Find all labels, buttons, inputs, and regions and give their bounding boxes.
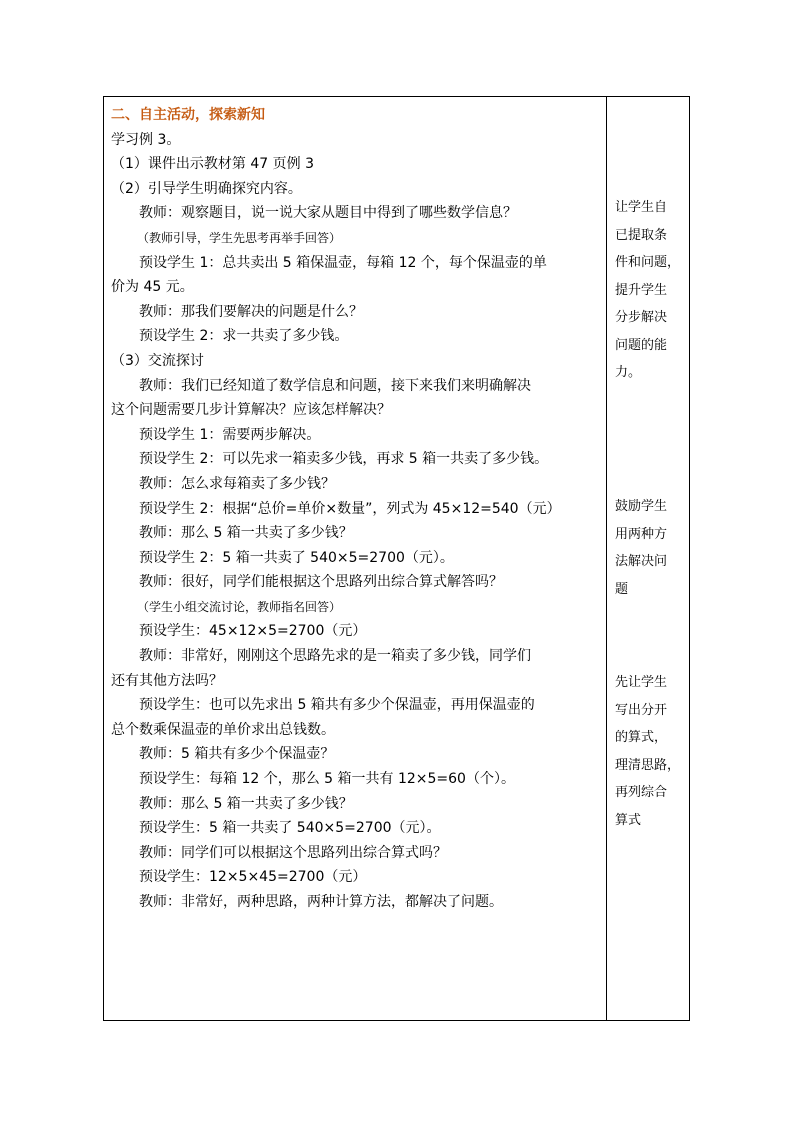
stage-direction: （教师引导，学生先思考再举手回答） [137, 230, 342, 245]
text-line: 教师：很好，同学们能根据这个思路列出综合算式解答吗？ [139, 574, 503, 591]
text-line: （1）课件出示教材第 47 页例 3 [111, 156, 314, 173]
text-line: 预设学生：5 箱一共卖了 540×5=2700（元）。 [139, 820, 441, 837]
note-line: 先让学生 [615, 675, 668, 690]
text-line: 教师：我们已经知道了数学信息和问题，接下来我们来明确解决 [139, 377, 531, 394]
text-line: 教师：观察题目，说一说大家从题目中得到了哪些数学信息？ [139, 205, 517, 222]
note-line: 写出分开 [615, 702, 668, 718]
text-line: 预设学生 2：根据“总价=单价×数量”，列式为 45×12=540（元） [139, 500, 561, 517]
text-line: 预设学生 1：总共卖出 5 箱保温壶，每箱 12 个，每个保温壶的单 [139, 254, 547, 271]
text-line: 教师：那么 5 箱一共卖了多少钱？ [139, 525, 353, 542]
text-line: 这个问题需要几步计算解决？应该怎样解决？ [111, 402, 391, 419]
text-line: 教师：5 箱共有多少个保温壶？ [139, 746, 335, 763]
text-line: 预设学生 2：可以先求一箱卖多少钱，再求 5 箱一共卖了多少钱。 [139, 451, 549, 468]
text-line: 教师：非常好，两种思路，两种计算方法，都解决了问题。 [139, 894, 503, 910]
stage-direction: （学生小组交流讨论，教师指名回答） [137, 599, 342, 614]
text-line: （2）引导学生明确探究内容。 [111, 180, 302, 197]
text-line: 总个数乘保温壶的单价求出总钱数。 [111, 721, 335, 738]
text-line: 教师：那么 5 箱一共卖了多少钱？ [139, 795, 353, 812]
text-line: 预设学生 2：5 箱一共卖了 540×5=2700（元）。 [139, 549, 454, 566]
note-line: 问题的能 [615, 337, 668, 353]
text-line: 教师：那我们要解决的问题是什么？ [139, 303, 363, 320]
note-line: 理清思路， [615, 757, 681, 773]
text-line: 预设学生：也可以先求出 5 箱共有多少个保温壶，再用保温壶的 [139, 697, 535, 714]
design-note-combined-formula [615, 669, 683, 834]
section-heading: 二、自主活动，探索新知 [111, 107, 265, 123]
text-line: 教师：非常好，刚刚这个思路先求的是一箱卖了多少钱，同学们 [139, 648, 531, 665]
text-line: 预设学生：45×12×5=2700（元） [139, 623, 367, 640]
note-line: 再列综合 [615, 785, 668, 800]
text-line: 预设学生 1：需要两步解决。 [139, 426, 321, 443]
note-line: 鼓励学生 [615, 499, 668, 514]
note-line: 用两种方 [615, 526, 668, 542]
lesson-table [103, 96, 690, 1021]
note-line: 题 [615, 581, 629, 597]
design-note-two-methods [615, 493, 683, 603]
note-line: 力。 [615, 365, 642, 380]
note-line: 法解决问 [615, 554, 668, 569]
note-line: 提升学生 [615, 282, 668, 298]
note-line: 分步解决 [615, 310, 668, 325]
text-line: 学习例 3。 [111, 131, 181, 148]
text-line: 预设学生 2：求一共卖了多少钱。 [139, 328, 349, 345]
text-line: 教师：怎么求每箱卖了多少钱？ [139, 475, 335, 492]
note-line: 已提取条 [615, 227, 668, 243]
column-divider [606, 97, 607, 1020]
text-line: 价为 45 元。 [111, 279, 194, 296]
text-line: 还有其他方法吗？ [111, 672, 223, 689]
text-line: 预设学生：每箱 12 个，那么 5 箱一共有 12×5=60（个）。 [139, 771, 515, 788]
text-line: 预设学生：12×5×45=2700（元） [139, 869, 367, 886]
note-line: 让学生自 [615, 200, 668, 215]
note-line: 的算式， [615, 730, 668, 745]
design-note-extract-info [615, 194, 683, 387]
text-line: （3）交流探讨 [111, 352, 204, 369]
text-line: 教师：同学们可以根据这个思路列出综合算式吗？ [139, 844, 447, 861]
lesson-content [111, 103, 603, 915]
note-line: 件和问题， [615, 255, 681, 270]
note-line: 算式 [615, 812, 642, 828]
